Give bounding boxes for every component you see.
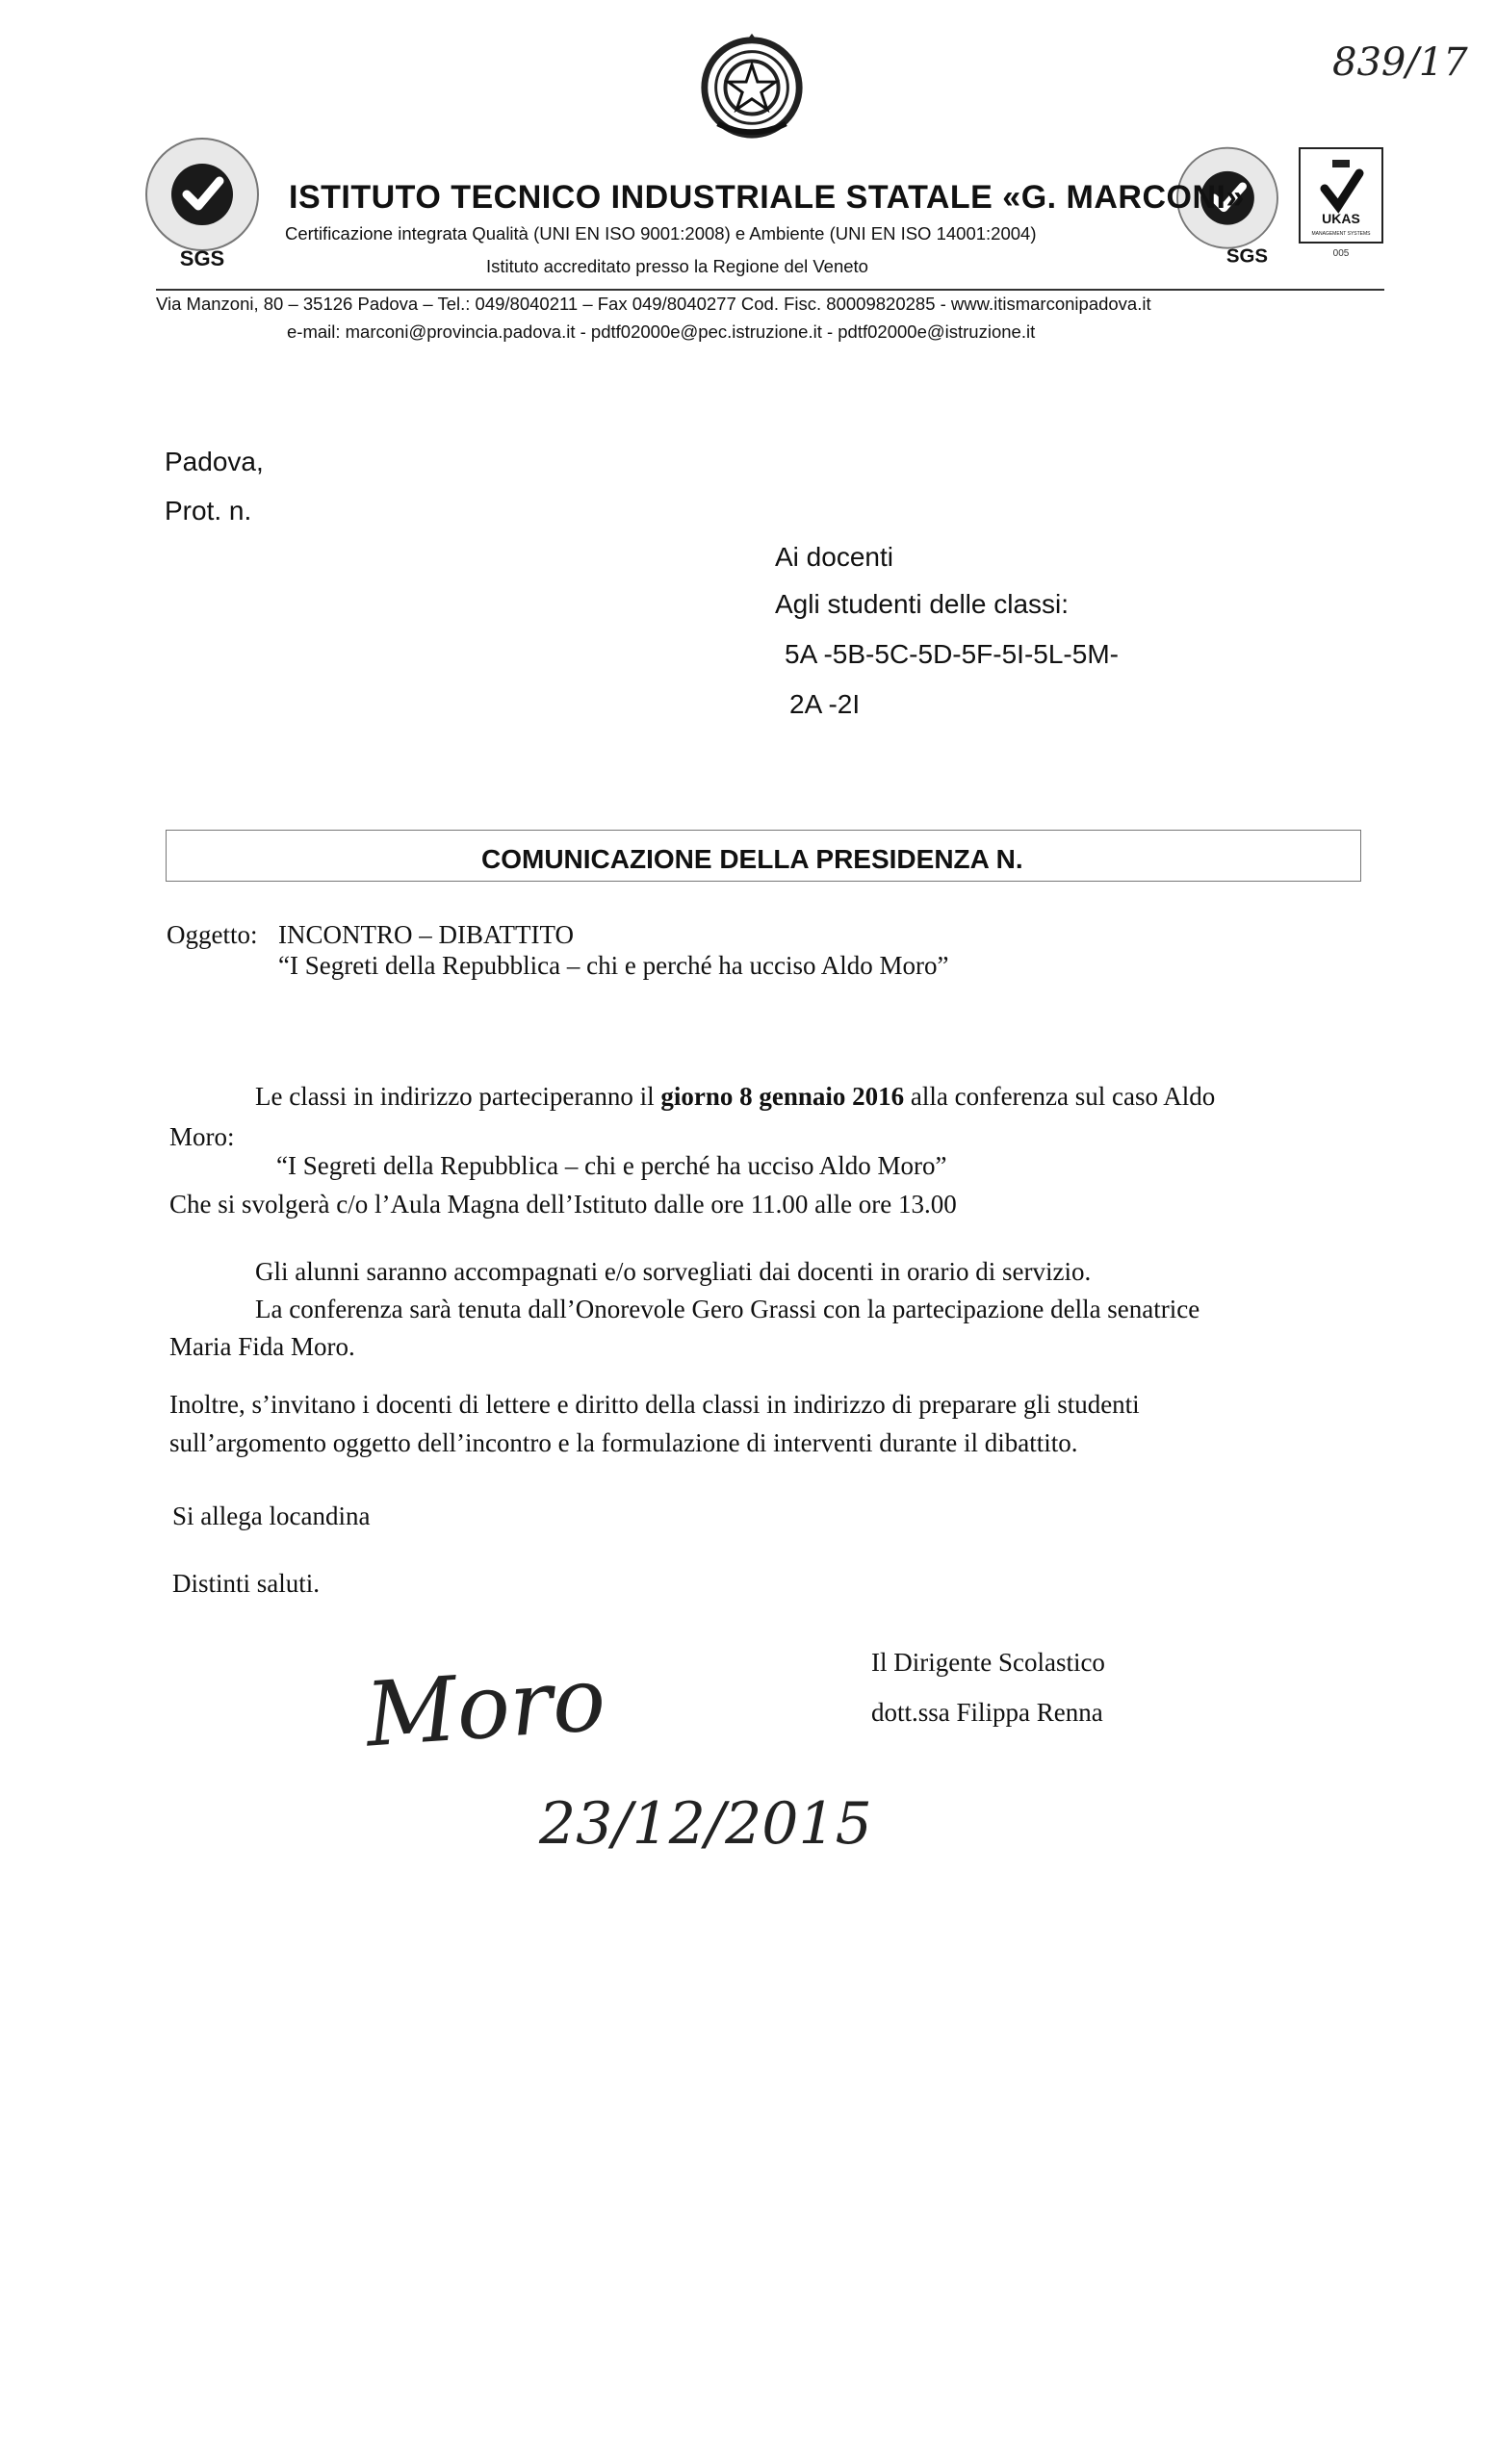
paragraph-line: sull’argomento oggetto dell’incontro e la formulazione di interventi durante il dibattito. (169, 1428, 1078, 1457)
recipient-line: 2A -2I (789, 689, 861, 719)
attachment-note: Si allega locandina (172, 1502, 371, 1530)
subject-quote: “I Segreti della Repubblica – chi e perché ha ucciso Aldo Moro” (278, 951, 949, 980)
school-name: ISTITUTO TECNICO INDUSTRIALE STATALE «G. MARCONI» (289, 179, 1245, 216)
event-title-quote: “I Segreti della Repubblica – chi e perché ha ucciso Aldo Moro” (276, 1151, 947, 1180)
ukas-logo (1298, 146, 1384, 260)
event-date: giorno 8 gennaio 2016 (660, 1082, 905, 1111)
signatory-name: dott.ssa Filippa Renna (871, 1698, 1103, 1727)
text-span: Le classi in indirizzo parteciperanno il (255, 1082, 661, 1111)
svg-text:SGS: SGS (1225, 245, 1268, 268)
certification-line: Certificazione integrata Qualità (UNI EN ISO 9001:2008) e Ambiente (UNI EN ISO 14001:2004) (285, 223, 1037, 244)
paragraph-line: Inoltre, s’invitano i docenti di lettere e diritto della classi in indirizzo di preparare gli studenti (169, 1390, 1140, 1419)
place-line: Padova, (165, 447, 264, 476)
communication-title: COMUNICAZIONE DELLA PRESIDENZA N. (481, 844, 1023, 874)
closing-salutation: Distinti saluti. (172, 1569, 321, 1598)
subject-title: INCONTRO – DIBATTITO (278, 920, 574, 949)
paragraph-line: Moro: (169, 1122, 235, 1151)
subject-label: Oggetto: (167, 920, 258, 949)
protocol-line: Prot. n. (165, 496, 252, 526)
recipient-line: Agli studenti delle classi: (775, 589, 1070, 619)
recipient-line: Ai docenti (775, 542, 893, 572)
text-span: alla conferenza sul caso Aldo (904, 1082, 1216, 1111)
recipient-line: 5A -5B-5C-5D-5F-5I-5L-5M- (785, 639, 1119, 669)
handwritten-signature: Moro (362, 1647, 609, 1767)
paragraph-line (255, 1082, 1215, 1112)
paragraph-line: Gli alunni saranno accompagnati e/o sorvegliati dai docenti in orario di servizio. (255, 1257, 1092, 1286)
header-divider (156, 289, 1384, 291)
handwritten-reference-number: 839/17 (1332, 40, 1468, 85)
contact-line: Via Manzoni, 80 – 35126 Padova – Tel.: 049/8040211 – Fax 049/8040277 Cod. Fisc. 80009820285 - www.itismarconipadova.it (156, 294, 1151, 314)
paragraph-line: Maria Fida Moro. (169, 1332, 355, 1361)
svg-text:UKAS: UKAS (1322, 211, 1360, 226)
svg-text:005: 005 (1332, 248, 1350, 259)
signatory-role: Il Dirigente Scolastico (871, 1648, 1105, 1677)
accreditation-line: Istituto accreditato presso la Regione del Veneto (486, 256, 868, 276)
sgs-certification-logo-left (135, 135, 270, 270)
svg-text:MANAGEMENT SYSTEMS: MANAGEMENT SYSTEMS (1311, 231, 1371, 237)
svg-text:SGS: SGS (179, 246, 225, 270)
paragraph-line: La conferenza sarà tenuta dall’Onorevole Gero Grassi con la partecipazione della senatrice (255, 1295, 1200, 1323)
email-line: e-mail: marconi@provincia.padova.it - pdtf02000e@pec.istruzione.it - pdtf02000e@istruzione.it (287, 321, 1036, 342)
republic-emblem-icon (695, 29, 809, 142)
handwritten-date: 23/12/2015 (539, 1790, 872, 1858)
paragraph-line: Che si svolgerà c/o l’Aula Magna dell’Istituto dalle ore 11.00 alle ore 13.00 (169, 1190, 957, 1219)
